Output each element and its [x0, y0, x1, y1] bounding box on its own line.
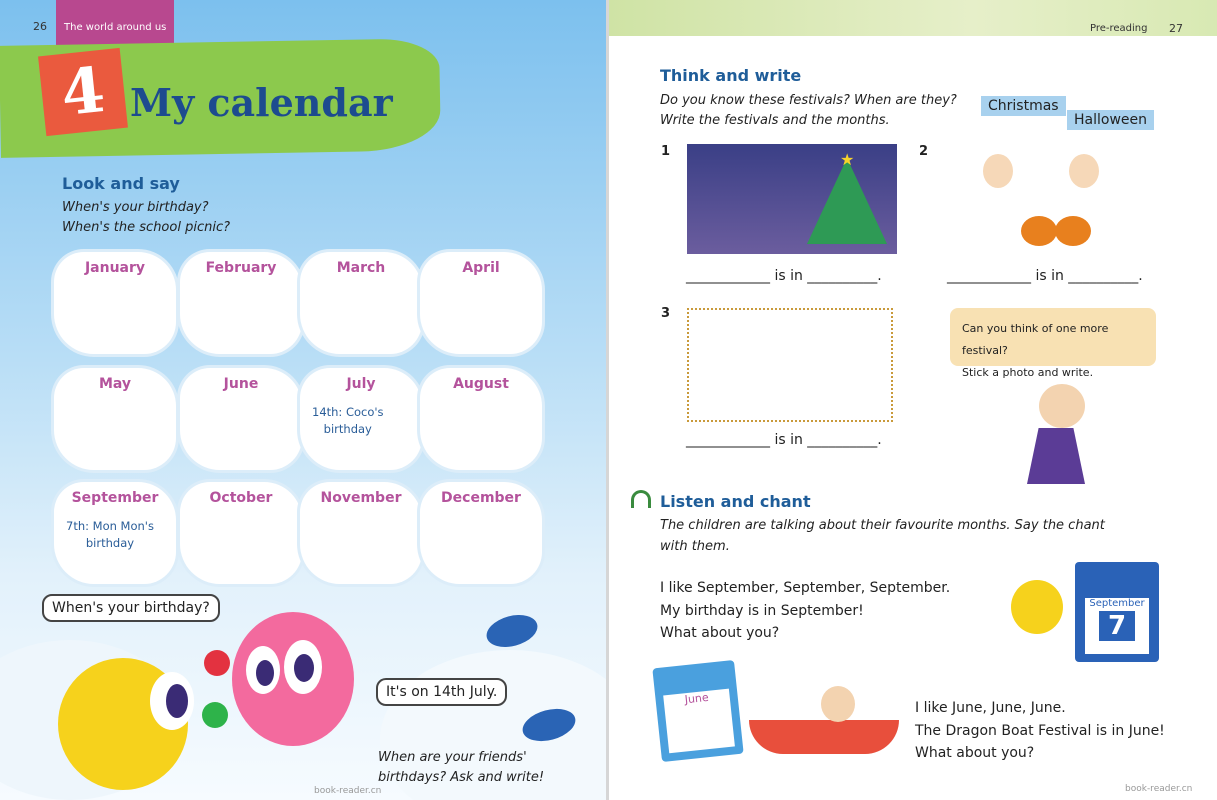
child-figure: [1069, 154, 1099, 188]
look-and-say-heading: Look and say: [62, 174, 180, 193]
think-and-write-line: Write the festivals and the months.: [660, 113, 890, 128]
month-name: May: [98, 376, 132, 392]
month-card: [180, 252, 302, 354]
chant-line: What about you?: [660, 625, 780, 641]
star-icon: ★: [840, 150, 855, 169]
note-line: Stick a photo and write.: [962, 366, 1094, 379]
look-and-say-line: When's your birthday?: [62, 200, 209, 215]
birthday-note: 14th: Coco's birthday: [312, 405, 384, 436]
month-card: [180, 368, 302, 470]
pupil-icon: [294, 654, 314, 682]
month-name: November: [320, 490, 402, 506]
calendar-month: September: [1089, 598, 1145, 609]
unit-title: My calendar: [130, 80, 393, 125]
chant-line: What about you?: [915, 745, 1035, 761]
item-number: 2: [919, 144, 929, 159]
yellow-character: [1011, 580, 1063, 634]
chant-verse: [915, 697, 1165, 765]
blank-label: is in: [1035, 268, 1064, 284]
calendar-month: June: [684, 690, 710, 707]
month-name: December: [441, 490, 521, 506]
listen-and-chant-heading: Listen and chant: [660, 492, 811, 511]
chant-line: The Dragon Boat Festival is in June!: [915, 722, 1165, 739]
girl-character-dress: [1027, 428, 1085, 484]
month-card: [300, 368, 422, 470]
blank-label: is in: [774, 432, 803, 448]
month-name: July: [346, 376, 376, 392]
month-card: [420, 368, 542, 470]
speech-bubble: When's your birthday?: [42, 594, 220, 622]
christmas-tree-icon: [807, 158, 887, 244]
dragon-boat-icon: [749, 720, 899, 754]
ask-and-write-prompt: When are your friends': [378, 750, 527, 765]
answer-blank: ____________ is in __________.: [947, 268, 1143, 284]
month-name: June: [223, 376, 259, 392]
month-card: [420, 252, 542, 354]
red-glove-icon: [204, 650, 230, 676]
photo-frame[interactable]: [687, 308, 893, 422]
boy-character: [821, 686, 855, 722]
september-calendar-icon: [1075, 562, 1159, 662]
headphones-icon: [631, 490, 651, 508]
pumpkin-icon: [1055, 216, 1091, 246]
right-page: [609, 0, 1217, 800]
calendar-page: [1085, 598, 1149, 654]
watermark: book-reader.cn: [1125, 784, 1193, 794]
bird-icon: [483, 610, 541, 652]
month-name: September: [71, 490, 159, 506]
month-card: [54, 482, 176, 584]
blank-label: is in: [774, 268, 803, 284]
girl-character-head: [1039, 384, 1085, 428]
listen-and-chant-line: with them.: [660, 539, 730, 554]
page-number: 26: [33, 20, 47, 33]
item-number: 3: [661, 306, 671, 321]
festival-tag: Christmas: [981, 96, 1066, 116]
answer-blank: ____________ is in __________.: [686, 432, 882, 448]
left-page: [0, 0, 606, 800]
note-line: Can you think of one more festival?: [962, 322, 1109, 357]
birthday-note: 7th: Mon Mon's birthday: [66, 519, 154, 550]
chant-verse: [660, 577, 950, 645]
look-and-say-line: When's the school picnic?: [62, 220, 230, 235]
pupil-icon: [256, 660, 274, 686]
child-figure: [983, 154, 1013, 188]
pupil-icon: [166, 684, 188, 718]
christmas-scene-image: [687, 144, 897, 254]
item-number: 1: [661, 144, 671, 159]
month-card: [300, 482, 422, 584]
answer-blank: ____________ is in __________.: [686, 268, 882, 284]
month-name: March: [336, 260, 386, 276]
month-card: [420, 482, 542, 584]
month-name: October: [209, 490, 273, 506]
calendar-page: [663, 689, 735, 754]
month-name: April: [462, 260, 500, 276]
page-number: 27: [1169, 22, 1183, 35]
ask-and-write-prompt: birthdays? Ask and write!: [378, 770, 545, 785]
chant-line: I like September, September, September.: [660, 580, 951, 596]
green-glove-icon: [202, 702, 228, 728]
month-card: [180, 482, 302, 584]
month-name: January: [84, 260, 146, 276]
unit-number: 4: [38, 48, 128, 136]
think-and-write-heading: Think and write: [660, 66, 802, 85]
halloween-scene-image: [975, 150, 1127, 250]
june-calendar-icon: [652, 660, 743, 762]
listen-and-chant-line: The children are talking about their favourite months. Say the chant: [660, 518, 1105, 533]
chant-line: I like June, June, June.: [915, 700, 1066, 716]
watermark: book-reader.cn: [314, 786, 382, 796]
section-label: Pre-reading: [1090, 23, 1148, 34]
month-name: August: [453, 376, 509, 392]
pumpkin-icon: [1021, 216, 1057, 246]
speech-bubble: It's on 14th July.: [376, 678, 507, 706]
unit-tab: The world around us: [56, 0, 174, 48]
festival-note-box: [950, 308, 1156, 379]
month-card: [300, 252, 422, 354]
calendar-day: 7: [1099, 611, 1135, 641]
think-and-write-line: Do you know these festivals? When are they?: [660, 93, 957, 108]
month-card: [54, 368, 176, 470]
chant-line: My birthday is in September!: [660, 602, 864, 619]
month-name: February: [205, 260, 277, 276]
month-card: [54, 252, 176, 354]
festival-tag: Halloween: [1067, 110, 1154, 130]
